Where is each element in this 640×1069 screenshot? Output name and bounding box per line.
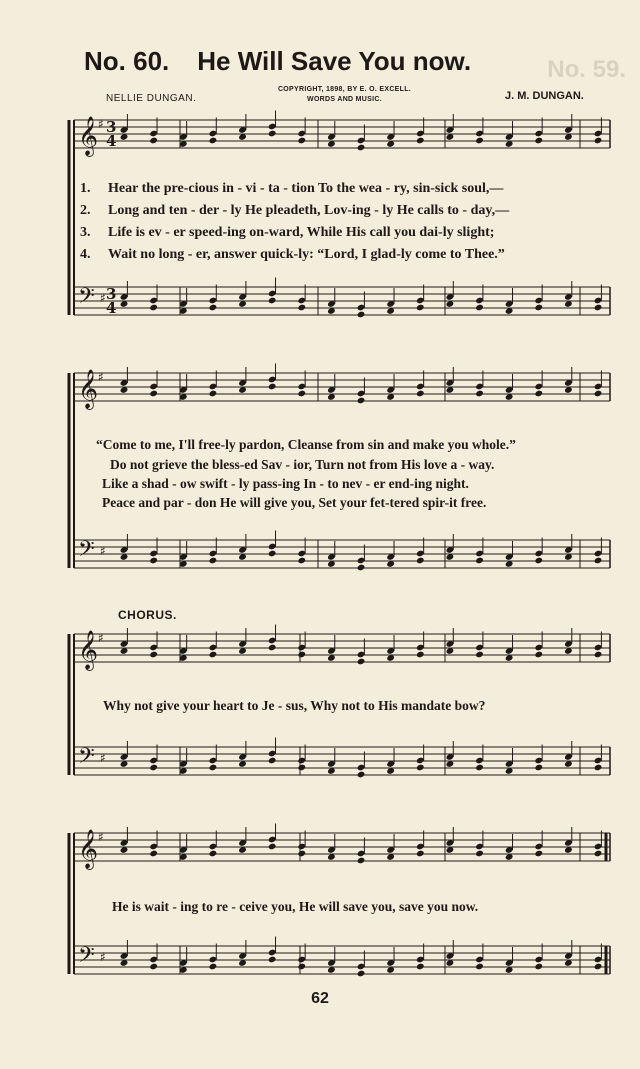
notehead bbox=[594, 651, 603, 659]
verse-cont-line-3: Like a shad - ow swift - ly pass-ing In - to nev - er end-ing night. bbox=[102, 476, 469, 491]
notehead bbox=[357, 771, 366, 779]
sharp-icon: ♯ bbox=[100, 291, 106, 305]
notehead bbox=[534, 850, 543, 858]
notehead bbox=[357, 658, 366, 666]
notehead bbox=[297, 764, 306, 772]
notehead bbox=[268, 644, 277, 652]
notehead bbox=[594, 137, 603, 145]
notehead bbox=[209, 963, 218, 971]
notehead bbox=[149, 304, 158, 312]
notehead bbox=[594, 557, 603, 565]
notehead bbox=[268, 130, 277, 138]
copyright-line: WORDS AND MUSIC. bbox=[307, 96, 382, 103]
notehead bbox=[209, 764, 218, 772]
notehead bbox=[416, 963, 425, 971]
verse-number: 1. bbox=[80, 181, 91, 196]
notehead bbox=[475, 137, 484, 145]
verse-text: Hear the pre-cious in - vi - ta - tion To the wea - ry, sin-sick soul,— bbox=[108, 181, 504, 196]
notehead bbox=[268, 550, 277, 558]
notehead bbox=[209, 557, 218, 565]
notehead bbox=[357, 857, 366, 865]
treble-clef-icon: 𝄞 bbox=[78, 630, 99, 670]
sharp-icon: ♯ bbox=[100, 950, 106, 964]
treble-clef-icon: 𝄞 bbox=[78, 829, 99, 869]
notehead bbox=[475, 390, 484, 398]
notehead bbox=[268, 843, 277, 851]
bleed-through-number: No. 59. bbox=[547, 56, 626, 83]
time-signature: 3 bbox=[106, 285, 117, 303]
verse-number: 3. bbox=[80, 225, 91, 240]
notehead bbox=[534, 764, 543, 772]
bass-clef-icon: 𝄢 bbox=[78, 537, 95, 567]
hymn-number: No. 60. bbox=[84, 46, 170, 76]
notehead bbox=[149, 651, 158, 659]
hymn-title: He Will Save You now. bbox=[197, 46, 472, 76]
notehead bbox=[475, 304, 484, 312]
notehead bbox=[534, 651, 543, 659]
notehead bbox=[594, 390, 603, 398]
treble-clef-icon: 𝄞 bbox=[78, 369, 99, 409]
verse-line-2 bbox=[80, 203, 620, 219]
notehead bbox=[357, 970, 366, 978]
page-number: 62 bbox=[311, 990, 329, 1007]
composer-credit: J. M. DUNGAN. bbox=[505, 90, 584, 102]
notehead bbox=[594, 764, 603, 772]
bass-clef-icon: 𝄢 bbox=[78, 943, 95, 973]
bass-clef-icon: 𝄢 bbox=[78, 744, 95, 774]
verse-line-4 bbox=[80, 247, 620, 263]
notehead bbox=[209, 651, 218, 659]
verse-text: Wait no long - er, answer quick-ly: “Lord, I glad-ly come to Thee.” bbox=[108, 247, 505, 262]
notehead bbox=[416, 304, 425, 312]
notehead bbox=[149, 137, 158, 145]
notehead bbox=[297, 557, 306, 565]
notehead bbox=[149, 390, 158, 398]
notehead bbox=[297, 137, 306, 145]
verse-line-3 bbox=[80, 225, 620, 241]
notehead bbox=[416, 651, 425, 659]
notehead bbox=[149, 557, 158, 565]
sharp-icon: ♯ bbox=[98, 631, 104, 645]
notehead bbox=[416, 390, 425, 398]
chorus-label: CHORUS. bbox=[118, 608, 177, 622]
notehead bbox=[475, 764, 484, 772]
notehead bbox=[357, 564, 366, 572]
notehead bbox=[534, 390, 543, 398]
verse-text: Life is ev - er speed-ing on-ward, While His call you dai-ly slight; bbox=[108, 225, 495, 240]
notehead bbox=[209, 390, 218, 398]
time-signature: 4 bbox=[106, 299, 117, 317]
notehead bbox=[297, 390, 306, 398]
sharp-icon: ♯ bbox=[100, 544, 106, 558]
notehead bbox=[297, 963, 306, 971]
notehead bbox=[534, 557, 543, 565]
notehead bbox=[357, 144, 366, 152]
chorus-line-2: He is wait - ing to re - ceive you, He will save you, save you now. bbox=[112, 899, 479, 914]
copyright-line: COPYRIGHT, 1898, BY E. O. EXCELL. bbox=[277, 86, 412, 93]
notehead bbox=[416, 764, 425, 772]
notehead bbox=[209, 850, 218, 858]
notehead bbox=[149, 963, 158, 971]
notehead bbox=[297, 850, 306, 858]
time-signature: 4 bbox=[106, 132, 117, 150]
sharp-icon: ♯ bbox=[98, 117, 104, 131]
sharp-icon: ♯ bbox=[98, 830, 104, 844]
notehead bbox=[297, 651, 306, 659]
verse-cont-line-2: Do not grieve the bless-ed Sav - ior, Turn not from His love a - way. bbox=[110, 457, 495, 472]
notehead bbox=[594, 850, 603, 858]
verse-line-1 bbox=[80, 181, 620, 197]
notehead bbox=[357, 397, 366, 405]
treble-clef-icon: 𝄞 bbox=[78, 116, 99, 156]
notehead bbox=[534, 304, 543, 312]
verse-cont-line-1: “Come to me, I'll free-ly pardon, Cleanse from sin and make you whole.” bbox=[96, 437, 516, 452]
notehead bbox=[416, 557, 425, 565]
sharp-icon: ♯ bbox=[98, 370, 104, 384]
notehead bbox=[534, 137, 543, 145]
notehead bbox=[209, 137, 218, 145]
notehead bbox=[149, 850, 158, 858]
notehead bbox=[268, 956, 277, 964]
notehead bbox=[475, 850, 484, 858]
chorus-line-1: Why not give your heart to Je - sus, Why not to His mandate bow? bbox=[103, 698, 486, 713]
notehead bbox=[149, 764, 158, 772]
notehead bbox=[534, 963, 543, 971]
notehead bbox=[594, 963, 603, 971]
time-signature: 3 bbox=[106, 118, 117, 136]
verse-number: 4. bbox=[80, 247, 91, 262]
notehead bbox=[416, 137, 425, 145]
notehead bbox=[297, 304, 306, 312]
notehead bbox=[475, 963, 484, 971]
lyricist-credit: NELLIE DUNGAN. bbox=[106, 93, 197, 104]
notehead bbox=[594, 304, 603, 312]
notehead bbox=[475, 557, 484, 565]
verse-number: 2. bbox=[80, 203, 91, 218]
verse-text: Long and ten - der - ly He pleadeth, Lov-ing - ly He calls to - day,— bbox=[108, 203, 510, 218]
notehead bbox=[268, 757, 277, 765]
bass-clef-icon: 𝄢 bbox=[78, 284, 95, 314]
notehead bbox=[268, 383, 277, 391]
sharp-icon: ♯ bbox=[100, 751, 106, 765]
notehead bbox=[357, 311, 366, 319]
verse-cont-line-4: Peace and par - don He will give you, Set your fet-tered spir-it free. bbox=[102, 495, 487, 510]
notehead bbox=[416, 850, 425, 858]
notehead bbox=[268, 297, 277, 305]
notehead bbox=[209, 304, 218, 312]
notehead bbox=[475, 651, 484, 659]
